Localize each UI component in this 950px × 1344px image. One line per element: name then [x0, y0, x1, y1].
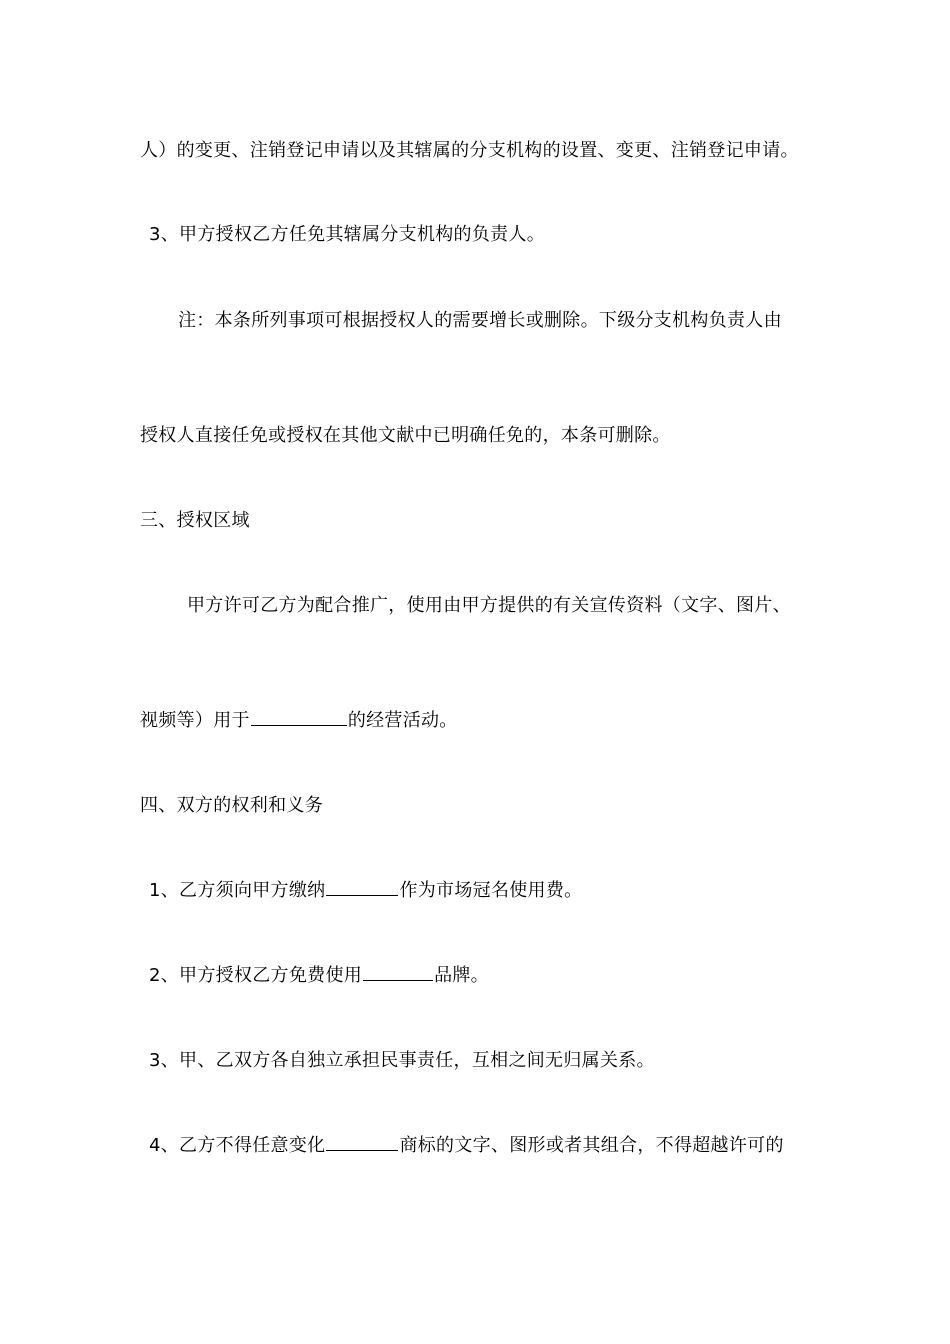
fill-in-blank[interactable]: [326, 1134, 398, 1151]
text-line: 授权人直接任免或授权在其他文献中已明确任免的，本条可删除。: [140, 425, 671, 446]
note-paragraph-continuation: [140, 424, 671, 448]
text-segment: 的经营活动。: [347, 710, 458, 731]
text-line: 注：本条所列事项可根据授权人的需要增长或删除。下级分支机构负责人由: [178, 310, 782, 331]
item-1-fee: [149, 879, 582, 903]
item-3-liability: [149, 1049, 655, 1073]
heading-text: 四、双方的权利和义务: [140, 795, 323, 816]
text-segment: 1、乙方须向甲方缴纳: [149, 880, 326, 901]
area-paragraph-continuation: [140, 709, 458, 733]
text-segment: 作为市场冠名使用费。: [399, 880, 583, 901]
section-heading-4: [140, 794, 323, 818]
heading-text: 三、授权区域: [140, 510, 250, 531]
text-segment: 4、乙方不得任意变化: [149, 1135, 326, 1156]
note-paragraph: [178, 309, 782, 333]
text-segment: 视频等）用于: [140, 710, 250, 731]
item-3-authority: [149, 223, 545, 247]
fill-in-blank[interactable]: [326, 879, 398, 896]
item-2-brand: [149, 964, 489, 988]
text-line: 3、甲、乙双方各自独立承担民事责任，互相之间无归属关系。: [149, 1050, 655, 1071]
text-line: 3、甲方授权乙方任免其辖属分支机构的负责人。: [149, 224, 546, 245]
fill-in-blank[interactable]: [363, 964, 433, 981]
item-4-trademark: [149, 1134, 784, 1158]
text-line: 甲方许可乙方为配合推广，使用由甲方提供的有关宣传资料（文字、图片、: [187, 595, 791, 616]
text-segment: 品牌。: [434, 965, 489, 986]
paragraph-continuation: [140, 139, 799, 163]
text-segment: 2、甲方授权乙方免费使用: [149, 965, 363, 986]
area-paragraph: [187, 594, 791, 618]
section-heading-3: [140, 509, 250, 533]
text-line: 人）的变更、注销登记申请以及其辖属的分支机构的设置、变更、注销登记申请。: [140, 140, 799, 161]
fill-in-blank[interactable]: [251, 709, 347, 726]
text-segment: 商标的文字、图形或者其组合，不得超越许可的: [399, 1135, 784, 1156]
